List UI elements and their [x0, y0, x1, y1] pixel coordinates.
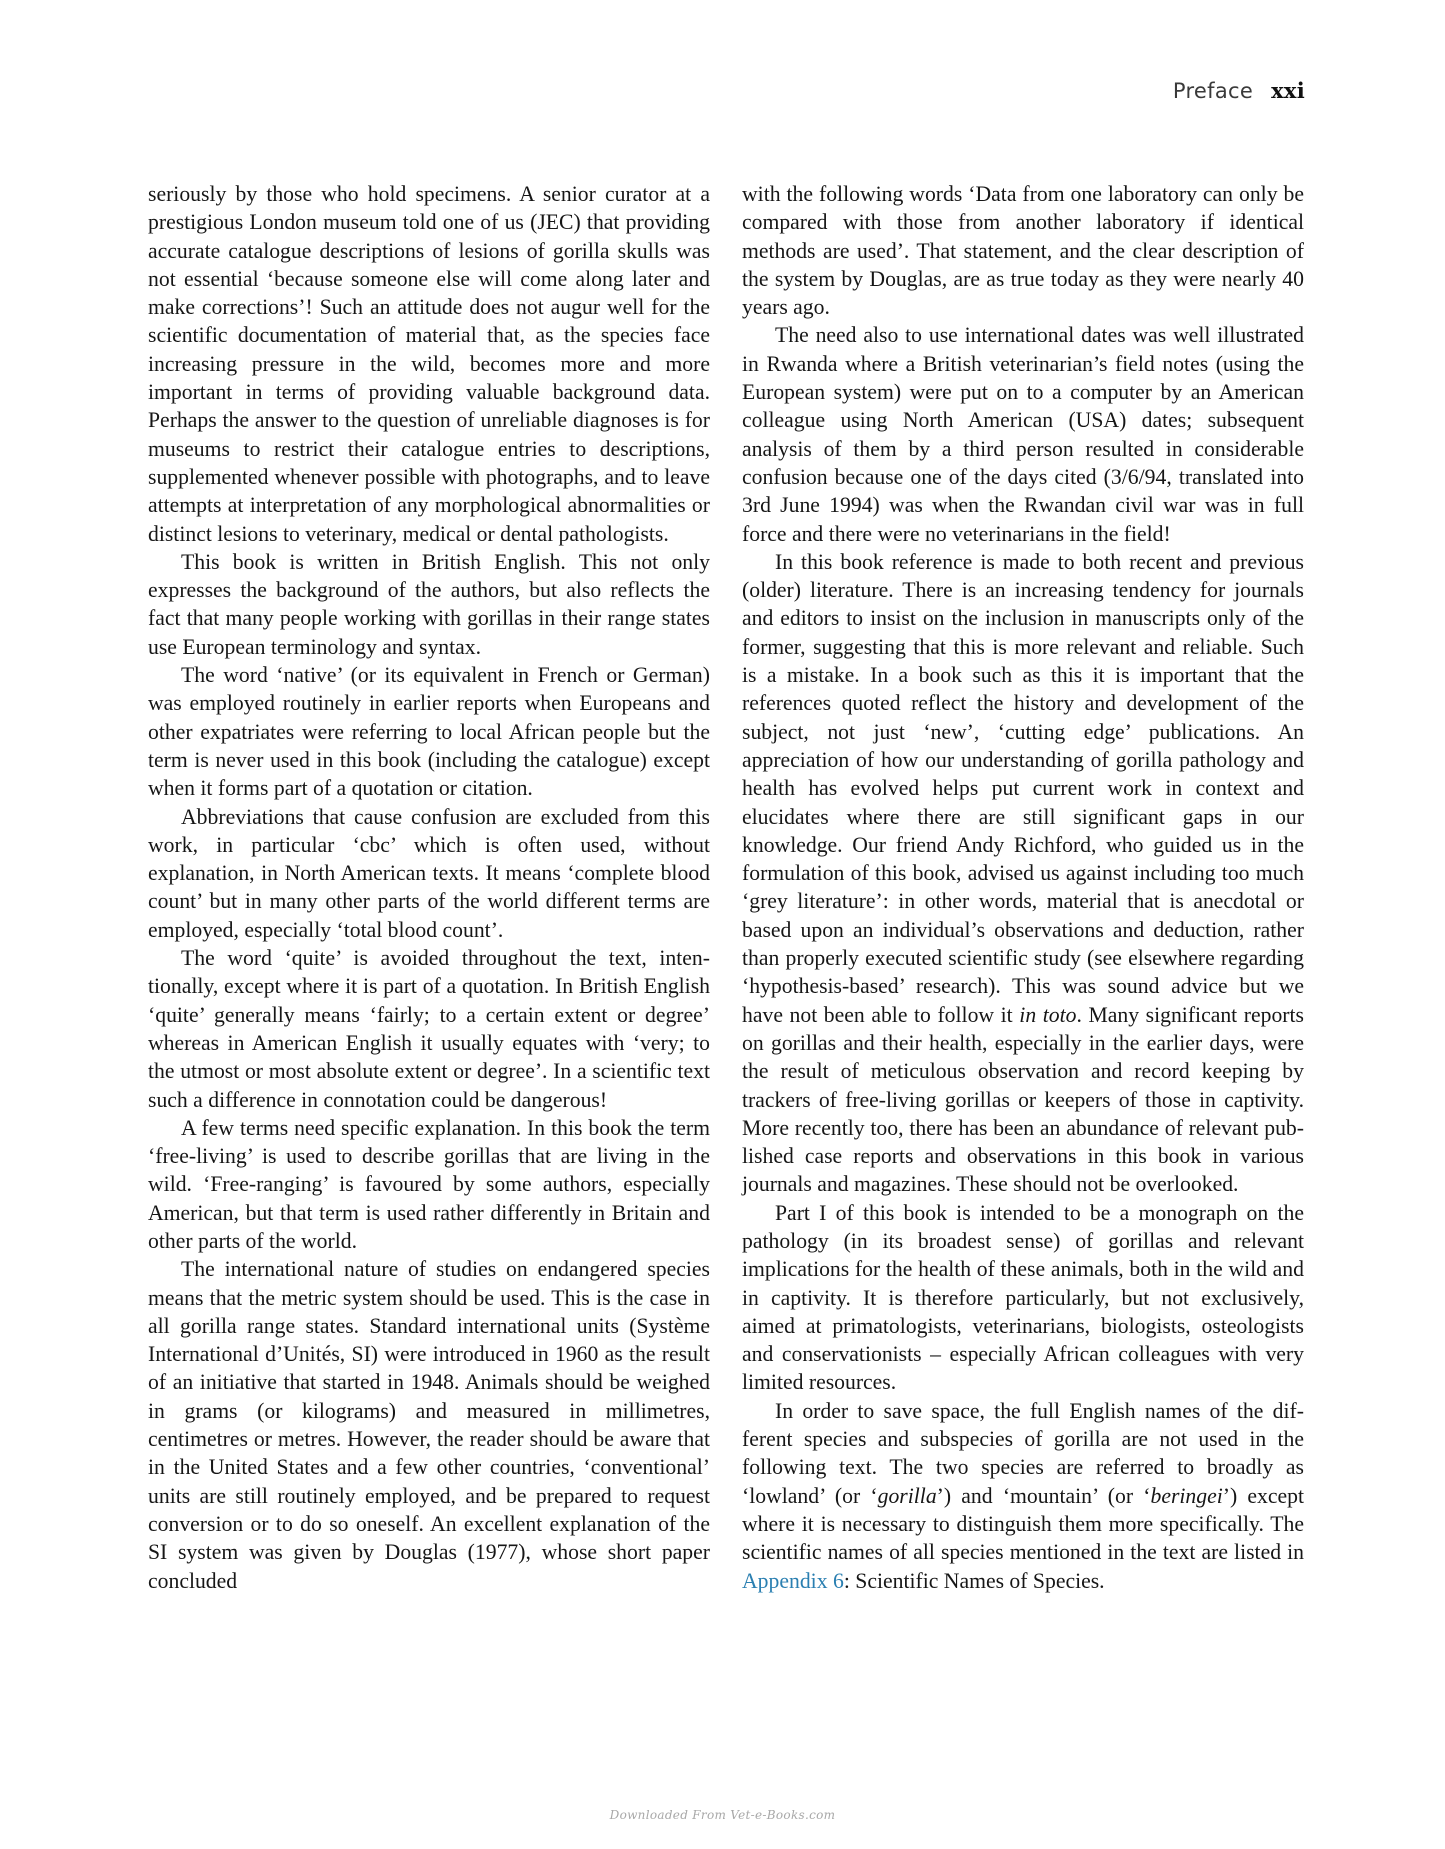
paragraph	[742, 1397, 1304, 1595]
text-run: ’) except where it is necessary to distinguish them more specifically. The scientific names of all species mentioned in the text are listed in	[742, 1483, 1304, 1565]
text-run: In order to save space, the full English names of the different species and subspecies of gorilla are not used in the following text. The two species are referred to broadly as ‘lowland’ (or ‘	[742, 1398, 1304, 1508]
paragraph: A few terms need specific explanation. In this book the term ‘free-living’ is used to describe gorillas that are living in the wild. ‘Free-ranging’ is favoured by some authors, especially American, but that term is used rather differently in Britain and other parts of the world.	[148, 1115, 710, 1253]
paragraph: The word ‘quite’ is avoided throughout the text, intentionally, except where it is part of a quotation. In British English ‘quite’ generally means ‘fairly; to a certain extent or degree’ whereas in American English it usually equates with ‘very; to the utmost or most absolute extent or degree’. In a scientific text such a difference in connotation could be dangerous!	[148, 946, 710, 1112]
appendix-6-link[interactable]: Appendix 6	[742, 1568, 844, 1593]
running-head	[1173, 78, 1305, 103]
text-run: : Scientific Names of Species.	[843, 1568, 1105, 1593]
paragraph	[742, 548, 1304, 1199]
right-text-column	[742, 180, 1304, 1595]
text-run: . Many significant reports on gorillas and their health, especially in the earlier days, were the result of meticulous observation and record keeping by trackers of free-living gorillas or keepers of those in captivity. More recently too, there has been an abundance of relevant published case reports and observations in this book in various journals and magazines. These should not be overlooked.	[742, 1002, 1304, 1197]
page-number: xxi	[1271, 78, 1305, 103]
left-text-column	[148, 180, 710, 1595]
species-name-beringei: beringei	[1150, 1483, 1223, 1508]
paragraph: Abbreviations that cause confusion are excluded from this work, in particular ‘cbc’ which is often used, without explanation, in North American texts. It means ‘complete blood count’ but in many other parts of the world different terms are employed, especially ‘total blood count’.	[148, 804, 710, 942]
species-name-gorilla: gorilla	[877, 1483, 937, 1508]
italic-phrase: in toto	[1019, 1002, 1077, 1027]
running-head-section: Preface	[1172, 79, 1254, 103]
paragraph: seriously by those who hold specimens. A senior curator at a prestigious London museum told one of us (JEC) that providing accurate catalogue descriptions of lesions of gorilla skulls was not essential ‘because someone else will come along later and make corrections’! Such an attitude does not augur well for the scientific documentation of material that, as the species face increasing pressure in the wild, becomes more and more important in terms of providing valuable background data. Perhaps the answer to the question of unreliable diagnoses is for museums to restrict their catalogue entries to descriptions, supplemented whenever possible with photographs, and to leave attempts at interpretation of any morphological abnormalities or distinct lesions to veterinary, medical or dental pathologists.	[148, 182, 710, 546]
text-run: ’) and ‘mountain’ (or ‘	[936, 1483, 1151, 1508]
paragraph: with the following words ‘Data from one laboratory can only be compared with those from another laboratory if identical methods are used’. That statement, and the clear description of the system by Douglas, are as true today as they were nearly 40 years ago.	[742, 182, 1304, 320]
paragraph: The word ‘native’ (or its equivalent in French or German) was employed routinely in earlier reports when Europeans and other expatriates were referring to local African people but the term is never used in this book (including the catalogue) except when it forms part of a quotation or citation.	[148, 663, 710, 801]
paragraph: The need also to use international dates was well illustrated in Rwanda where a British veterinarian’s field notes (using the European system) were put on to a computer by an American colleague using North American (USA) dates; subsequent analysis of them by a third person resulted in considerable confusion because one of the days cited (3/6/94, translated into 3rd June 1994) was when the Rwandan civil war was in full force and there were no veterinarians in the field!	[742, 323, 1304, 546]
paragraph: This book is written in British English. This not only expresses the background of the authors, but also reflects the fact that many people working with gorillas in their range states use European terminology and syntax.	[148, 549, 710, 659]
text-run: In this book reference is made to both recent and previous (older) literature. There is an increasing tendency for journals and editors to insist on the inclusion in manuscripts only of the former, suggesting that this is more relevant and reliable. Such is a mistake. In a book such as this it is important that the references quoted reflect the history and development of the subject, not just ‘new’, ‘cutting edge’ publications. An appreciation of how our understanding of gorilla pathology and health has evolved helps put current work in context and elucidates where there are still significant gaps in our knowledge. Our friend Andy Richford, who guided us in the formulation of this book, advised us against including too much ‘grey literature’: in other words, material that is anecdotal or based upon an individual’s observations and deduction, rather than properly executed scientific study (see elsewhere regarding ‘hypothesis-based’ research). This was sound advice but we have not been able to follow it	[742, 549, 1304, 1027]
paragraph: Part I of this book is intended to be a monograph on the pathology (in its broadest sense) of gorillas and relevant implications for the health of these animals, both in the wild and in captivity. It is therefore particularly, but not exclusively, aimed at primatologists, veterinarians, biologists, osteologists and conservationists – especially African colleagues with very limited resources.	[742, 1200, 1304, 1395]
download-watermark: Downloaded From Vet-e-Books.com	[609, 1808, 836, 1822]
paragraph: The international nature of studies on endangered species means that the metric system should be used. This is the case in all gorilla range states. Standard international units (Système International d’Unités, SI) were introduced in 1960 as the result of an initiative that started in 1948. Animals should be weighed in grams (or kilograms) and measured in millimetres, centimetres or metres. However, the reader should be aware that in the United States and a few other countries, ‘conventional’ units are still routinely employed, and be prepared to request conversion or to do so oneself. An excellent explanation of the SI system was given by Douglas (1977), whose short paper concluded	[148, 1257, 710, 1593]
